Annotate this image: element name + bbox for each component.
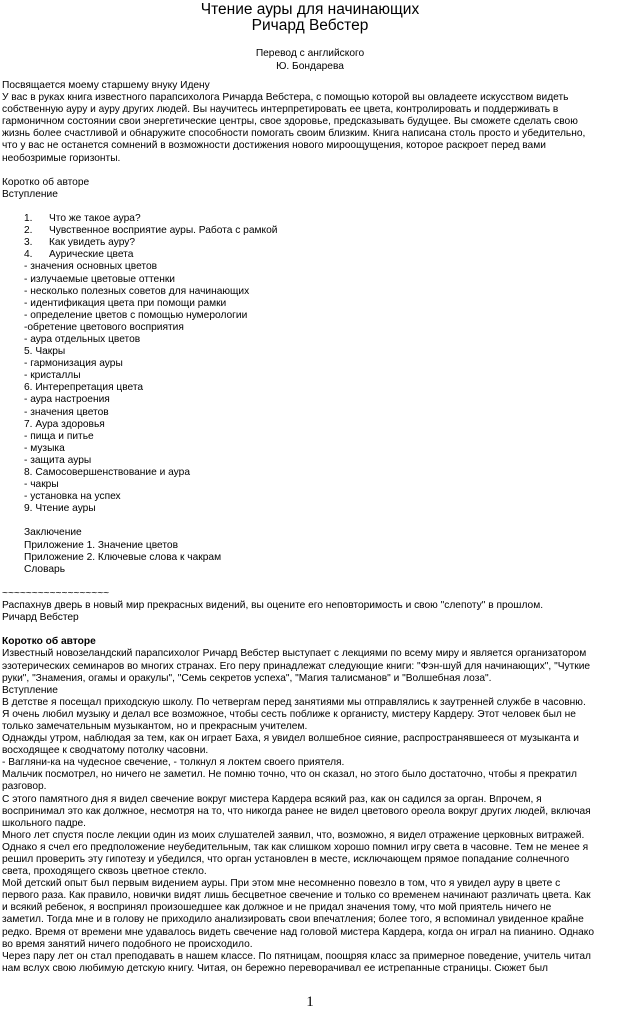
toc-numbered-item: [2, 225, 618, 237]
text-line: заметил. Тогда мне и в голову не приходило анализировать свои впечатления; более того, я вспоминал увиденное крайне: [2, 914, 584, 926]
main-text: [2, 697, 618, 975]
about-text: [2, 648, 618, 684]
text-line: Мальчик посмотрел, но ничего не заметил. Не помню точно, что он сказал, но этого было достаточно, чтобы я прекратил: [2, 769, 577, 781]
toc-item: 5. Чакры: [24, 346, 66, 358]
toc-item: - аура отдельных цветов: [24, 333, 141, 345]
toc-sub: [2, 261, 618, 515]
toc-item: 8. Самосовершенствование и аура: [24, 467, 190, 478]
text-line: руки", "Знамения, огамы и оракулы", "Семь секретов успеха", "Магия талисманов" и "Волшебная лоза".: [2, 672, 492, 684]
toc-top: [2, 177, 618, 201]
author-line: Ричард Вебстер: [251, 17, 369, 34]
toc-item: -обретение цветового восприятия: [24, 321, 184, 333]
text-line: Много лет спустя после лекции один из моих слушателей заявил, что, возможно, я видел отражение церковных витражей.: [2, 829, 585, 841]
toc-item: - аура настроения: [24, 394, 110, 406]
text-line: редко. Время от времени мне удавалось видеть свечение над головой мистера Кардера, когда он играл на пианино. Однако: [2, 926, 595, 938]
text-line: первого раза. Как правило, новички видят лишь бесцветное свечение и только со временем начинают различать цвета. Как: [2, 890, 591, 902]
toc-numbered-item: [2, 213, 618, 225]
toc-item: - значения основных цветов: [24, 261, 158, 273]
translation-credit: [0, 47, 620, 73]
translator-line: Ю. Бондарева: [276, 61, 344, 72]
intro-paragraph: [2, 92, 618, 165]
toc-numbered: [2, 213, 618, 261]
text-line: восходящее к сводчатому потолку часовни.: [2, 745, 209, 757]
toc-item: - несколько полезных советов для начинающих: [24, 285, 250, 297]
text-line: света, проходящего сквозь цветное стекло.: [2, 866, 207, 878]
intro-line: собственную ауру и ауру других людей. Вы научитесь интерпретировать ее цвета, контролировать и поддерживать в: [2, 104, 559, 116]
document-body: [2, 80, 618, 975]
text-line: воспринимал это как должное, несмотря на то, что никогда ранее не видел цветового ореола вокруг других людей, включая: [2, 805, 591, 817]
toc-item: - пища и питье: [24, 430, 94, 442]
about-heading: Коротко об авторе: [2, 636, 96, 648]
intro-line: необозримые горизонты.: [2, 152, 121, 164]
text-line: решил проверить эту гипотезу и убедился, что орган установлен в месте, исключающем прямое попадание солнечного: [2, 854, 570, 865]
toc-label: Как увидеть ауру?: [49, 237, 136, 249]
text-line: во время занятий ничего подобного не происходило.: [2, 938, 253, 950]
text-line: Через пару лет он стал преподавать в нашем классе. По пятницам, поощряя класс за примерное поведение, учитель читал: [2, 950, 591, 962]
toc-end: [2, 527, 618, 575]
toc-label: Чувственное восприятие ауры. Работа с рамкой: [49, 225, 278, 237]
text-line: разговор.: [2, 781, 47, 793]
text-line: Я очень любил музыку и делал все возможное, чтобы сесть поближе к органисту, мистеру Кардеру. Этот человек был не: [2, 708, 576, 720]
toc-number: 4.: [24, 249, 33, 261]
toc-label: Что же такое аура?: [49, 213, 141, 225]
page-number: 1: [306, 994, 314, 1010]
intro-line: жизнь более счастливой и обнаружите способности помогать своим близким. Книга написана столь просто и убедительно,: [2, 128, 586, 140]
text-line: школьного падре.: [2, 817, 87, 829]
toc-item: 7. Аура здоровья: [24, 418, 105, 430]
toc-label: Аурические цвета: [49, 249, 134, 261]
toc-item: - защита ауры: [24, 454, 92, 466]
toc-item: - определение цветов с помощью нумерологии: [24, 309, 248, 321]
toc-item: 6. Интерепретация цвета: [24, 382, 144, 394]
text-line: - Вагляни-ка на чудесное свечение, - толкнул я локтем своего приятеля.: [2, 757, 345, 769]
toc-item: Коротко об авторе: [2, 176, 90, 188]
toc-item: - значения цветов: [24, 406, 109, 418]
toc-number: 2.: [24, 225, 33, 237]
intro-heading: Вступление: [2, 684, 58, 696]
toc-item: Словарь: [24, 563, 66, 575]
text-line: С этого памятного дня я видел свечение вокруг мистера Кардера всякий раз, как он садился за орган. Впрочем, я: [2, 793, 542, 805]
text-line: Мой детский опыт был первым видением ауры. При этом мне несомненно повезло в том, что я увидел ауру в цвете с: [2, 878, 561, 890]
text-line: только замечательным музыкантом, но и прекрасным учителем.: [2, 720, 308, 732]
translation-line: Перевод с английского: [255, 48, 365, 59]
toc-number: 1.: [24, 213, 33, 225]
text-line: Однажды утром, наблюдая за тем, как он играет Баха, я увидел волшебное сияние, распространявшееся от музыканта и: [2, 733, 579, 745]
title-line: Чтение ауры для начинающих: [200, 1, 420, 18]
text-line: Однако я счел его предположение неубедительным, так как слишком хорошо помнил игру света в часовне. Тем не менее я: [2, 841, 589, 853]
toc-number: 3.: [24, 237, 33, 249]
intro-line: гармоничном состоянии свои энергетические центры, свое здоровье, предсказывать будущее. Вы сможете сделать свою: [2, 116, 578, 128]
toc-item: - установка на успех: [24, 491, 121, 503]
text-line: и всякий ребенок, я воспринял произошедшее как должное и не придал значения тому, что мой приятель ничего не: [2, 902, 552, 914]
book-title: [0, 2, 620, 34]
toc-item: - гармонизация ауры: [24, 358, 123, 370]
epigraph-author: Ричард Вебстер: [2, 612, 79, 624]
text-line: эзотерических семинаров во многих странах. Его перу принадлежат следующие книги: "Фэн-шуй для начинающих", "Чуткие: [2, 660, 591, 672]
toc-item: 9. Чтение ауры: [24, 503, 96, 515]
tilde-divider: ~~~~~~~~~~~~~~~~~~: [2, 587, 110, 599]
dedication: Посвящается моему старшему внуку Идену: [2, 80, 210, 91]
toc-item: - идентификация цвета при помощи рамки: [24, 297, 227, 309]
intro-line: У вас в руках книга известного парапсихолога Ричарда Вебстера, с помощью которой вы овладеете искусством видеть: [2, 92, 569, 104]
text-line: В детстве я посещал приходскую школу. По четвергам перед занятиями мы отправлялись к заутренней службе в часовню.: [2, 696, 586, 708]
toc-numbered-item: [2, 237, 618, 249]
toc-item: Приложение 1. Значение цветов: [24, 539, 179, 551]
toc-item: - излучаемые цветовые оттенки: [24, 273, 175, 285]
toc-item: - кристаллы: [24, 370, 81, 382]
toc-numbered-item: [2, 249, 618, 261]
toc-item: - музыка: [24, 442, 65, 454]
text-line: нам вслух свою любимую детскую книгу. Читая, он бережно переворачивал ее истрепанные страницы. Сюжет был: [2, 962, 548, 974]
epigraph: Распахнув дверь в новый мир прекрасных видений, вы оцените его неповторимость и свою "слепоту" в прошлом.: [2, 600, 544, 612]
intro-line: что у вас не останется сомнений в возможности достижения нового мироощущения, которое раскроет перед вами: [2, 140, 546, 152]
toc-item: Вступление: [2, 188, 58, 200]
toc-item: Приложение 2. Ключевые слова к чакрам: [24, 551, 222, 563]
text-line: Известный новозеландский парапсихолог Ричард Вебстер выступает с лекциями по всему миру и является организатором: [2, 648, 587, 660]
toc-item: - чакры: [24, 479, 59, 491]
toc-item: Заключение: [24, 527, 82, 539]
